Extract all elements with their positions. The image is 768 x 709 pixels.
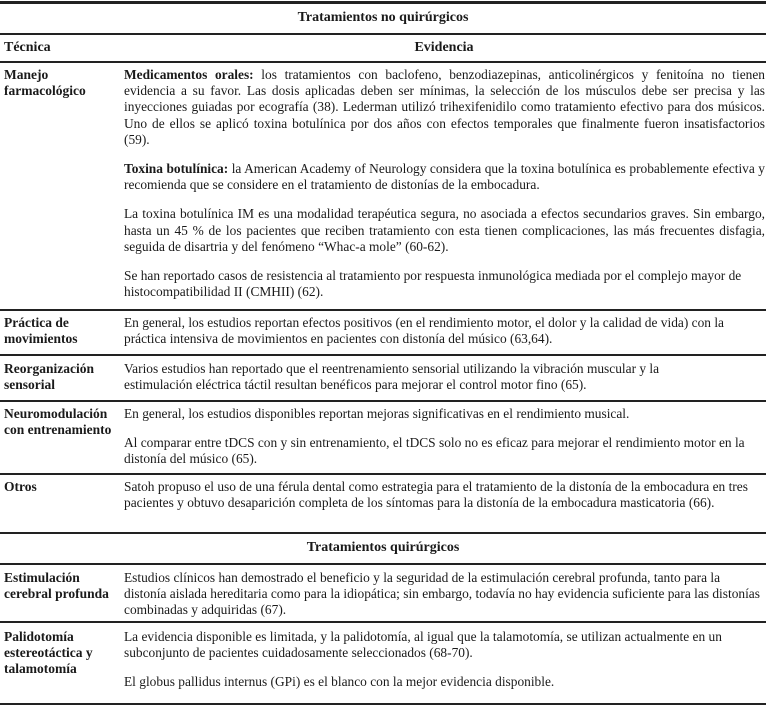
paragraph-text: la American Academy of Neurology considera que la toxina botulínica es probablemente efectiva y recomienda que se considere en el tratamiento de distonías de la embocadura. — [124, 161, 766, 193]
section-title-nonsurgical: Tratamientos no quirúrgicos — [297, 10, 469, 25]
evidence-paragraph — [124, 161, 765, 193]
section-title-surgical: Tratamientos quirúrgicos — [306, 540, 460, 555]
evidence-paragraph — [124, 674, 765, 690]
column-header-evidence: Evidencia — [414, 40, 474, 55]
paragraph-lead: Toxina botulínica: — [124, 161, 229, 177]
divider — [0, 354, 766, 356]
divider — [0, 400, 766, 402]
evidence-paragraph — [124, 479, 765, 511]
evidence-paragraph — [124, 206, 765, 255]
evidence-paragraph — [124, 435, 754, 467]
evidence-paragraph — [124, 361, 684, 393]
technique-cell: Manejo farmacológico — [4, 67, 86, 98]
evidence-paragraph — [124, 268, 765, 300]
evidence-cell — [124, 570, 765, 619]
evidence-paragraph — [124, 315, 765, 347]
paragraph-text: Satoh propuso el uso de una férula dental como estrategia para el tratamiento de la distonía de la embocadura en tres pacientes y obtuvo desaparición completa de los síntomas para la distonía de la embocadura masticatoria (66). — [124, 479, 748, 511]
paragraph-text: La toxina botulínica IM es una modalidad terapéutica segura, no asociada a efectos secundarios graves. Sin embargo, hasta un 45 % de los pacientes que reciben tratamiento con esta tienen complicaciones, las más frecuentes disfagia, seguida de disartria y del fenómeno “Whac-a mole” (60-62). — [124, 206, 765, 254]
paragraph-text: Se han reportado casos de resistencia al tratamiento por respuesta inmunológica mediada por el complejo mayor de histocompatibilidad II (CMHII) (62). — [124, 268, 742, 300]
evidence-paragraph — [124, 629, 765, 661]
divider — [0, 563, 766, 565]
paragraph-text: En general, los estudios reportan efectos positivos (en el rendimiento motor, el dolor y la calidad de vida) con la práctica intensiva de movimientos en pacientes con distonía del músico (63,64). — [124, 315, 725, 347]
divider — [0, 621, 766, 623]
paragraph-text: Varios estudios han reportado que el reentrenamiento sensorial utilizando la vibración muscular y la estimulación eléctrica táctil resultan benéficos para mejorar el control motor fino (65). — [124, 361, 660, 393]
table-bottom-rule — [0, 703, 766, 705]
divider — [0, 33, 766, 35]
paragraph-text: El globus pallidus internus (GPi) es el blanco con la mejor evidencia disponible. — [124, 674, 555, 690]
divider — [0, 61, 766, 63]
technique-cell: Palidotomía estereotáctica y talamotomía — [4, 629, 93, 676]
evidence-cell — [124, 629, 765, 691]
evidence-paragraph — [124, 67, 765, 148]
technique-cell: Reorganización sensorial — [4, 361, 94, 392]
evidence-paragraph — [124, 406, 765, 422]
evidence-cell — [124, 315, 765, 347]
paragraph-text: Al comparar entre tDCS con y sin entrenamiento, el tDCS solo no es eficaz para mejorar el rendimiento motor en la distonía del músico (65). — [124, 435, 745, 467]
paragraph-text: La evidencia disponible es limitada, y la palidotomía, al igual que la talamotomía, se utilizan actualmente en un subconjunto de pacientes cuidadosamente seleccionados (68-70). — [124, 629, 722, 661]
table-top-rule — [0, 1, 766, 4]
evidence-cell — [124, 479, 765, 511]
evidence-paragraph — [124, 570, 765, 619]
paragraph-lead: Medicamentos orales: — [124, 67, 254, 82]
paragraph-text: Estudios clínicos han demostrado el beneficio y la seguridad de la estimulación cerebral profunda, tanto para la distonía aislada hereditaria como para la idiopática; sin embargo, todavía no hay evidencia suficiente para las distonías combinadas y adquiridas (67). — [124, 570, 760, 618]
divider — [0, 532, 766, 534]
paragraph-text: En general, los estudios disponibles reportan mejoras significativas en el rendimiento musical. — [124, 406, 630, 421]
technique-cell: Neuromodulación con entrenamiento — [4, 406, 112, 437]
evidence-cell — [124, 361, 684, 393]
divider — [0, 309, 766, 311]
technique-cell: Otros — [4, 479, 37, 494]
technique-cell: Práctica de movimientos — [4, 315, 78, 346]
paragraph-text: los tratamientos con baclofeno, benzodiazepinas, anticolinérgicos y fenitoína no tienen evidencia a su favor. Las dosis aplicadas deben ser mínimas, la selección de los músculos debe ser precisa y las inyecciones guiadas por ecografía (38). Lederman utilizó trihexifenidilo como tratamiento efectivo para dos músicos. Uno de ellos se aplicó toxina botulínica por dos años con efectos temporales que finalmente fueron insatisfactorios (59). — [124, 67, 765, 147]
technique-cell: Estimulación cerebral profunda — [4, 570, 109, 601]
divider — [0, 473, 766, 475]
column-header-technique: Técnica — [4, 40, 51, 55]
evidence-cell — [124, 67, 765, 300]
evidence-cell — [124, 406, 765, 468]
